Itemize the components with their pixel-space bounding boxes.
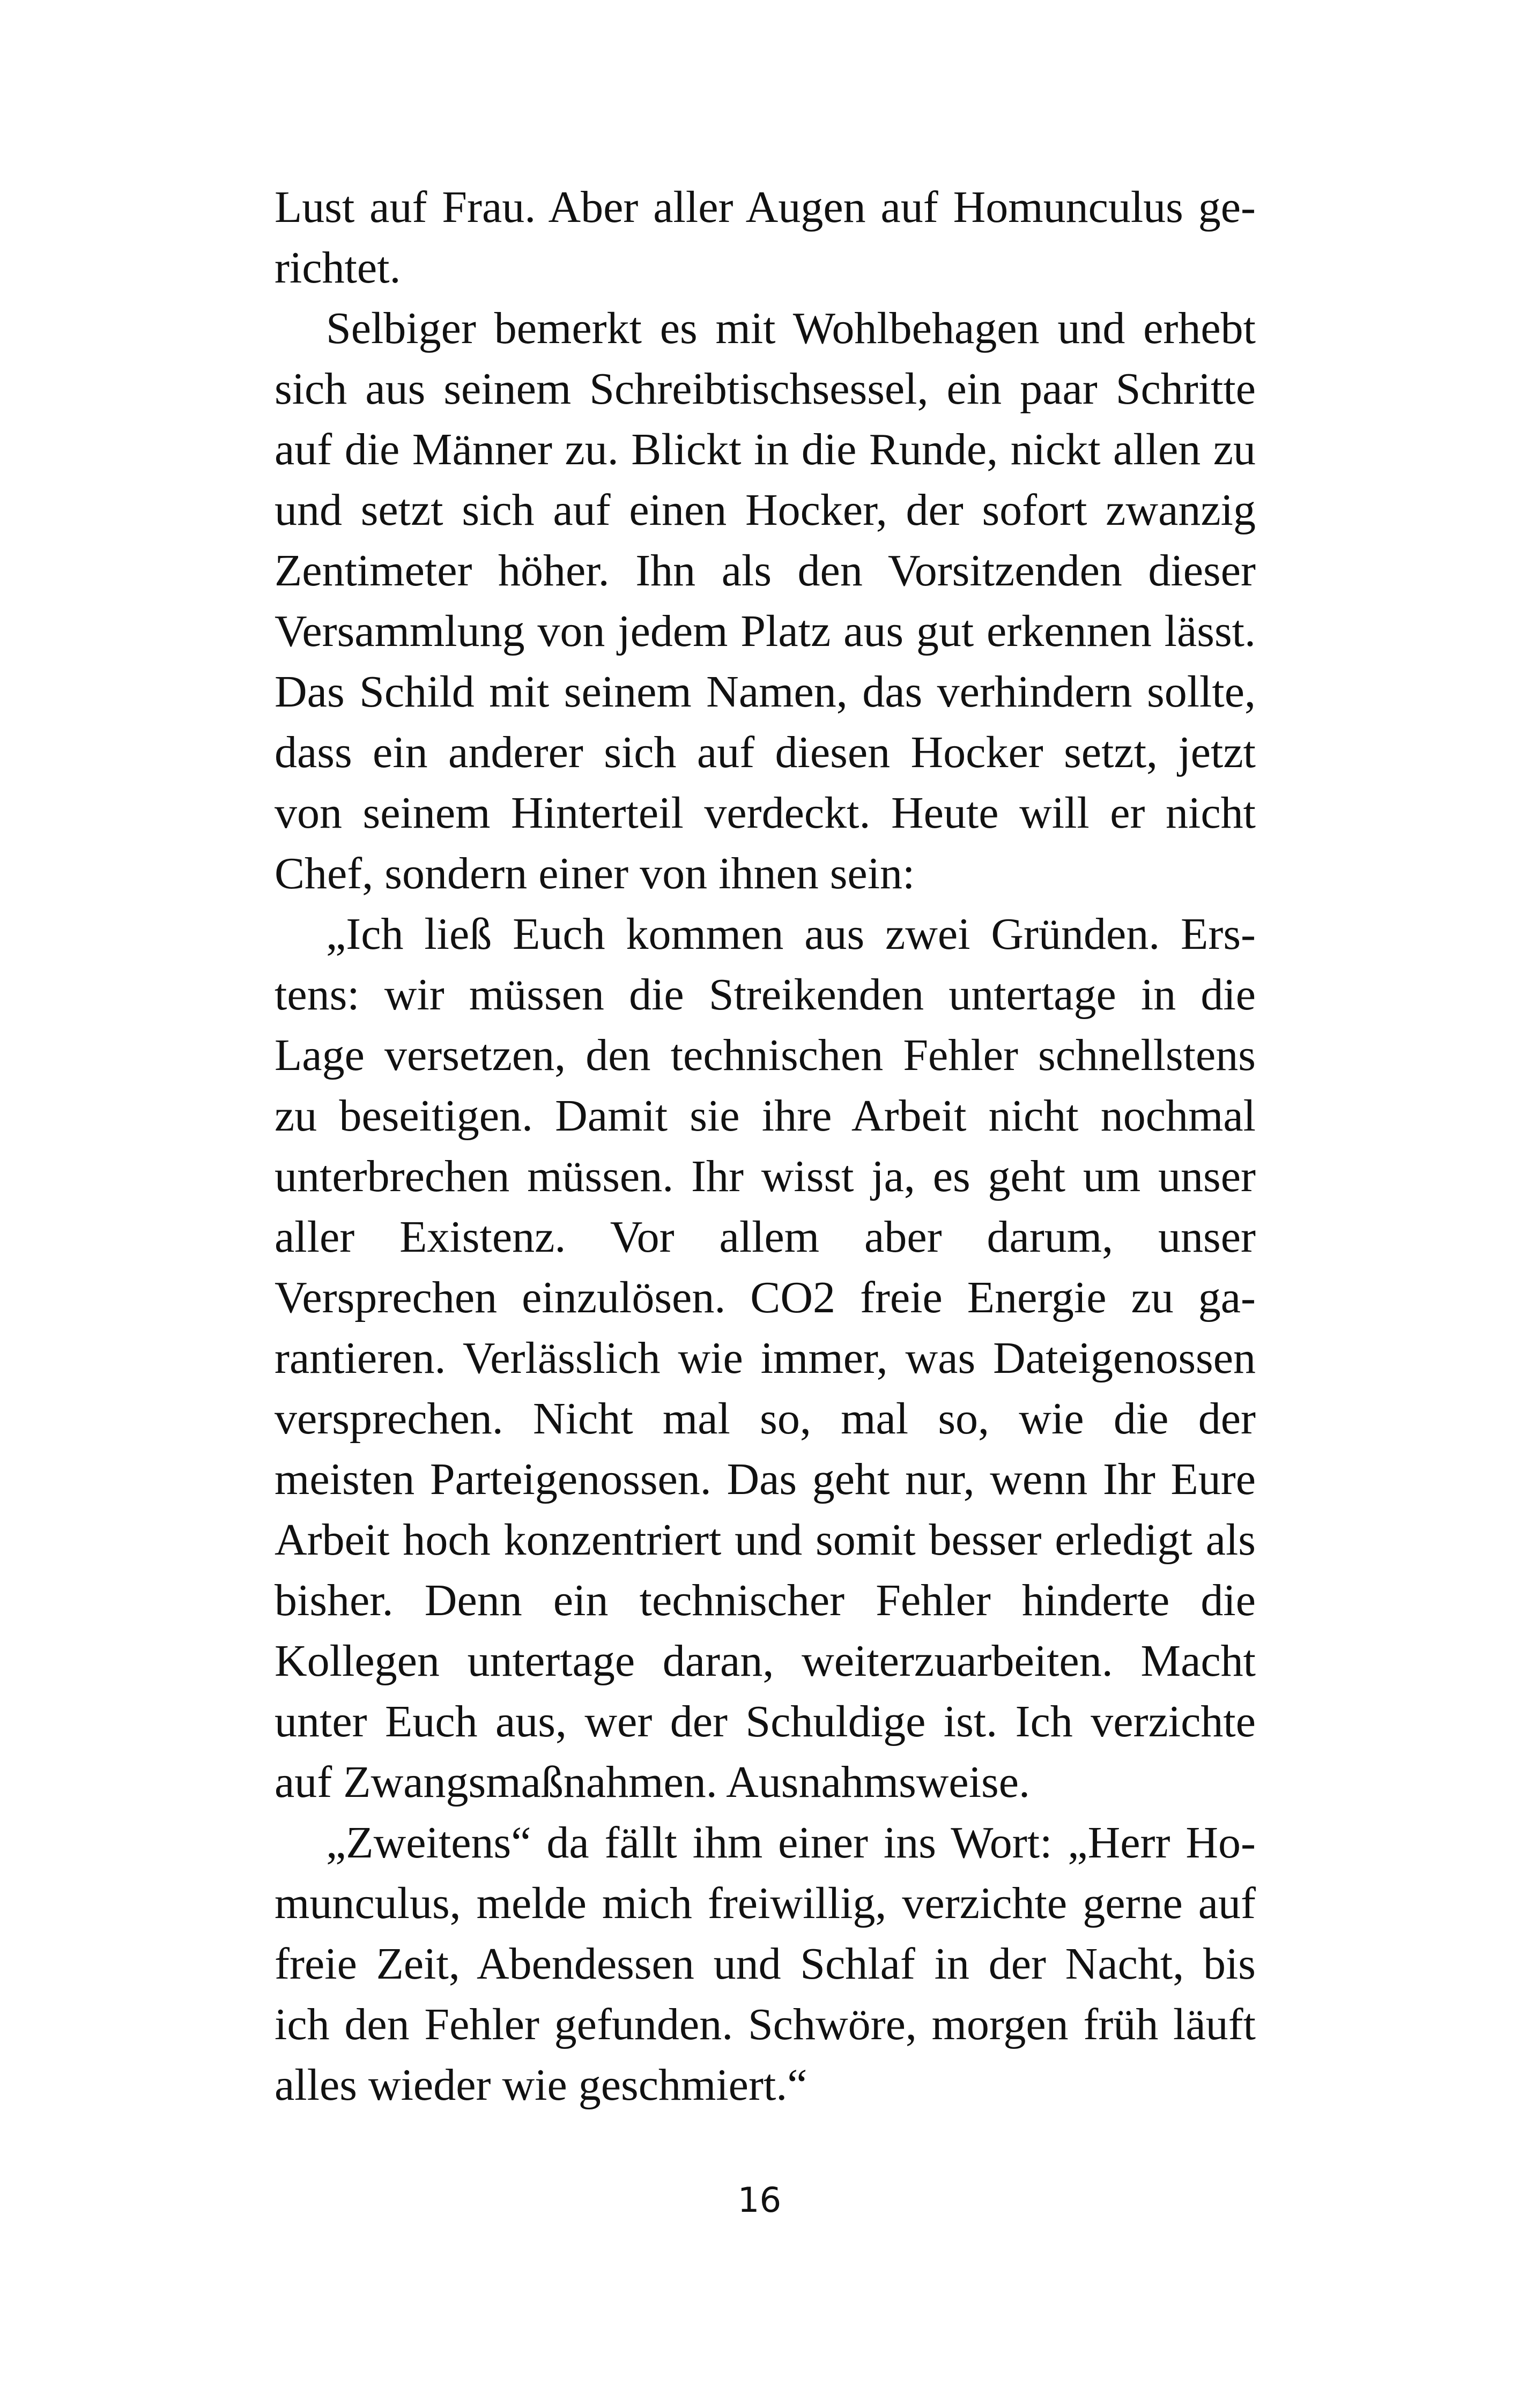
paragraph-4: „Zweitens“ da fällt ihm einer ins Wort: „Herr Homunculus, melde mich freiwillig, verzichte gerne auf freie Zeit, Abendessen und Schlaf in der Nacht, bis ich den Fehler gefunden. Schwöre, morgen früh läuft alles wieder wie geschmiert.“ bbox=[275, 1818, 1256, 2110]
paragraph-3: „Ich ließ Euch kommen aus zwei Gründen. Erstens: wir müssen die Streikenden untertage in die Lage versetzen, den technischen Fehler schnellstens zu beseitigen. Damit sie ihre Arbeit nicht nochmal unterbrechen müssen. Ihr wisst ja, es geht um unser aller Existenz. Vor allem aber darum, unser Versprechen einzulösen. CO2 freie Energie zu garantieren. Verlässlich wie immer, was Dateigenossen versprechen. Nicht mal so, mal so, wie die der meisten Parteigenossen. Das geht nur, wenn Ihr Eure Arbeit hoch konzentriert und somit besser erledigt als bisher. Denn ein technischer Fehler hinderte die Kollegen untertage daran, weiterzuarbeiten. Macht unter Euch aus, wer der Schuldige ist. Ich verzichte auf Zwangsmaßnahmen. Ausnahmsweise. bbox=[275, 909, 1256, 1807]
body-text bbox=[275, 177, 1256, 2115]
paragraph-2: Selbiger bemerkt es mit Wohlbehagen und erhebt sich aus seinem Schreibtischsessel, ein paar Schritte auf die Männer zu. Blickt in die Runde, nickt allen zu und setzt sich auf einen Hocker, der sofort zwanzig Zentimeter höher. Ihn als den Vorsitzenden dieser Versammlung von jedem Platz aus gut erkennen lässt. Das Schild mit seinem Namen, das verhindern sollte, dass ein anderer sich auf diesen Hocker setzt, jetzt von seinem Hinterteil verdeckt. Heute will er nicht Chef, sondern einer von ihnen sein: bbox=[275, 303, 1256, 898]
paragraph-1: Lust auf Frau. Aber aller Augen auf Homunculus gerichtet. bbox=[275, 182, 1256, 293]
page-number: 16 bbox=[737, 2181, 782, 2220]
